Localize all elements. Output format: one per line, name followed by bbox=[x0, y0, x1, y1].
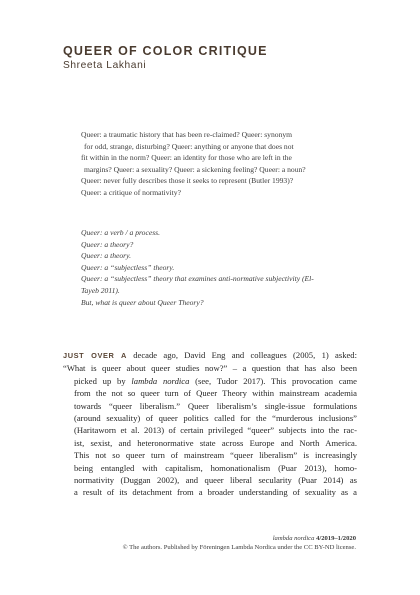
body-line bbox=[63, 375, 357, 387]
body-line: (Haritaworn et al. 2013) of certain privileged “queer” subjects into the rac- bbox=[74, 425, 357, 436]
poem-line: Queer: a theory. bbox=[81, 251, 131, 261]
body-line bbox=[63, 349, 357, 362]
body-line: towards “queer liberalism.” Queer liberalism’s single-issue formulations bbox=[74, 400, 357, 411]
body-line: a result of its detachment from a broader understanding of sexuality as a bbox=[74, 487, 357, 498]
footer-issue: 4/2019–1/2020 bbox=[316, 535, 356, 542]
body-line: being entangled with capitalism, homonationalism (Puar 2013), homo- bbox=[74, 462, 357, 473]
body-line: normativity (Duggan 2002), and queer liberal secularity (Puar 2014) as bbox=[74, 475, 357, 486]
epigraph-line: Queer: a critique of normativity? bbox=[81, 187, 181, 197]
body-paragraph bbox=[63, 349, 357, 499]
body-line: “What is queer about queer studies now?” – a question that has also been bbox=[63, 363, 357, 374]
footer-license: © The authors. Published by Föreningen Lambda Nordica under the CC BY-ND license. bbox=[122, 544, 356, 551]
lead-in-text: JUST OVER A bbox=[63, 351, 127, 360]
poem-line: Queer: a theory? bbox=[81, 239, 134, 249]
body-line: (around sexuality) of queer politics called for the “murderous inclusions” bbox=[74, 413, 357, 424]
poem-line: But, what is queer about Queer Theory? bbox=[81, 297, 204, 307]
page-footer bbox=[123, 534, 356, 552]
body-line: This not so queer turn of mainstream “queer liberalism” is increasingly bbox=[74, 450, 357, 461]
body-line-text: decade ago, David Eng and colleagues (2005, 1) asked: bbox=[126, 350, 357, 360]
body-line-text: picked up by bbox=[74, 375, 132, 386]
body-line: from the not so queer turn of Queer Theory within mainstream academia bbox=[74, 388, 357, 399]
epigraph-line: Queer: a traumatic history that has been re-claimed? Queer: synonym bbox=[81, 130, 293, 139]
poem-line: Queer: a “subjectless” theory that examines anti-normative subjectivity (El- bbox=[81, 274, 314, 284]
journal-issue-line bbox=[123, 534, 356, 543]
footer-journal: lambda nordica bbox=[272, 535, 315, 542]
journal-name: lambda nordica bbox=[131, 375, 190, 386]
epigraph-line: Queer: never fully describes those it seeks to represent (Butler 1993)? bbox=[81, 176, 294, 186]
poem-line: Tayeb 2011). bbox=[81, 285, 120, 295]
epigraph-poem bbox=[81, 227, 366, 308]
body-line: ist, sexist, and heteronormative state across Europe and North America. bbox=[74, 437, 357, 448]
poem-line: Queer: a “subjectless” theory. bbox=[81, 262, 175, 272]
epigraph bbox=[81, 129, 353, 199]
epigraph-line: fit within in the norm? Queer: an identity for those who are left in the bbox=[81, 153, 292, 163]
epigraph-line: margins? Queer: a sexuality? Queer: a sickening feeling? Queer: a noun? bbox=[84, 164, 306, 174]
epigraph-line: for odd, strange, disturbing? Queer: anything or anyone that does not bbox=[84, 141, 294, 151]
poem-line: Queer: a verb / a process. bbox=[81, 228, 161, 237]
article-author: Shreeta Lakhani bbox=[63, 60, 147, 71]
article-title: QUEER OF COLOR CRITIQUE bbox=[63, 44, 268, 58]
body-line-text: (see, Tudor 2017). This provocation came bbox=[189, 375, 357, 386]
